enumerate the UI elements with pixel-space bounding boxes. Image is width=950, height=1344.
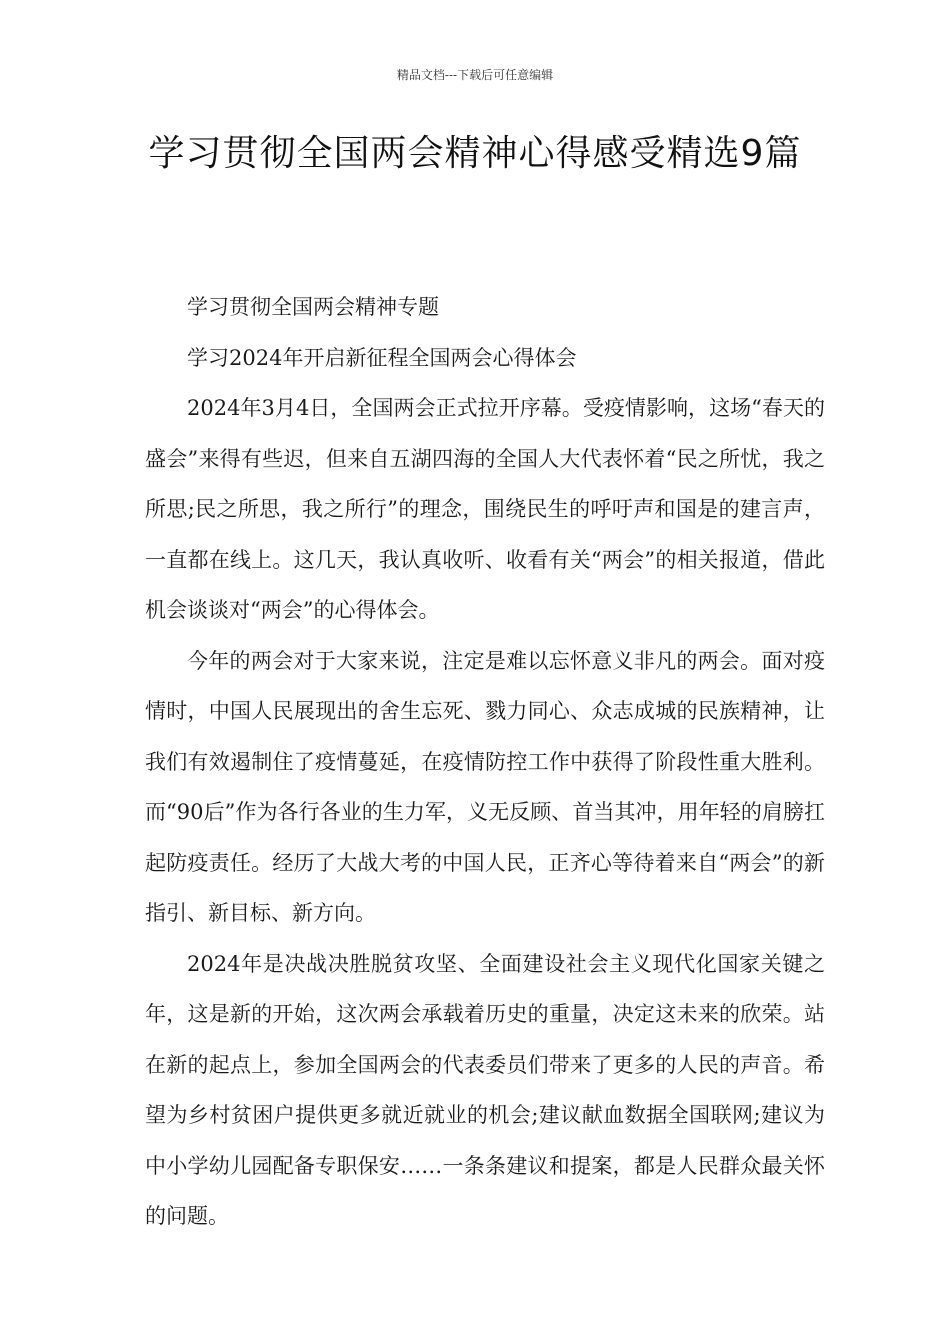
paragraph: 今年的两会对于大家来说，注定是难以忘怀意义非凡的两会。面对疫情时，中国人民展现出的舍生忘死、戮力同心、众志成城的民族精神，让我们有效遏制住了疫情蔓延，在疫情防控工作中获得了阶段性重大胜利。而“90后”作为各行各业的生力军，义无反顾、首当其冲，用年轻的肩膀扛起防疫责任。经历了大战大考的中国人民，正齐心等待着来自“两会”的新指引、新目标、新方向。 (145, 648, 825, 925)
paragraph: 2024年3月4日，全国两会正式拉开序幕。受疫情影响，这场“春天的盛会”来得有些迟，但来自五湖四海的全国人大代表怀着“民之所忧，我之所思;民之所思，我之所行”的理念，围绕民生的呼吁声和国是的建言声，一直都在线上。这几天，我认真收听、收看有关“两会”的相关报道，借此机会谈谈对“两会”的心得体会。 (145, 396, 825, 622)
paragraph: 学习2024年开启新征程全国两会心得体会 (187, 345, 577, 370)
document-body (145, 282, 825, 1242)
header-note: 精品文档---下载后可任意编辑 (396, 68, 554, 82)
paragraph: 学习贯彻全国两会精神专题 (187, 295, 439, 319)
document-title: 学习贯彻全国两会精神心得感受精选9篇 (148, 133, 802, 174)
paragraph: 2024年是决战决胜脱贫攻坚、全面建设社会主义现代化国家关键之年，这是新的开始，这次两会承载着历史的重量，决定这未来的欣荣。站在新的起点上，参加全国两会的代表委员们带来了更多的人民的声音。希望为乡村贫困户提供更多就近就业的机会;建议献血数据全国联网;建议为中小学幼儿园配备专职保安……一条条建议和提案，都是人民群众最关怀的问题。 (145, 951, 825, 1228)
